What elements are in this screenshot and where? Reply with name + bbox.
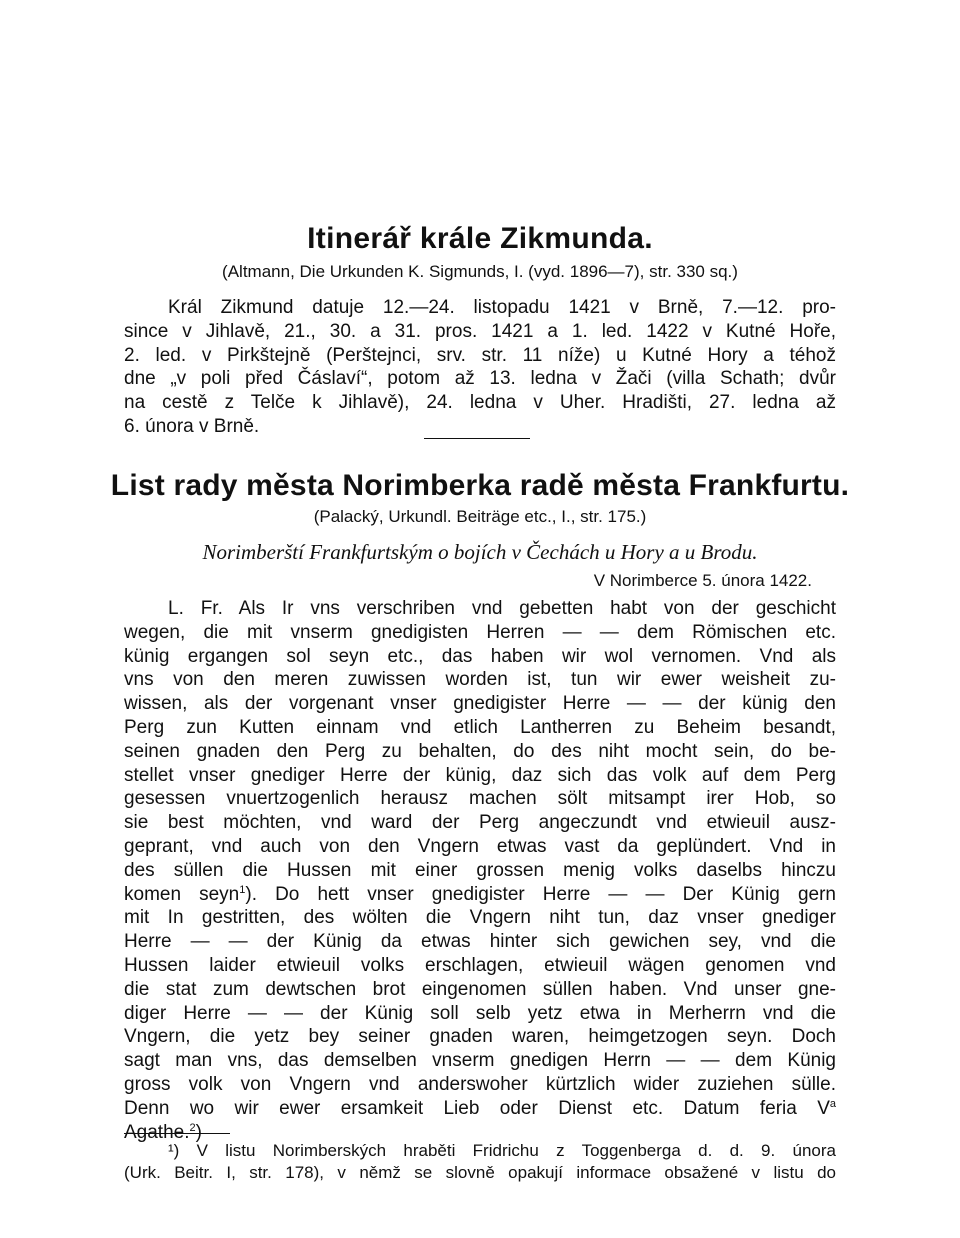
letter-dateline: V Norimberce 5. února 1422. — [593, 571, 812, 590]
text-line: gesessen vnuertzogenlich herausz machen sölt mitsampt irer Hob, so — [124, 788, 836, 810]
text-line: Herre — — der Künig da etwas hinter sich gewichen sey, vnd die — [124, 931, 836, 953]
text-line: seinen gnaden den Perg zu behalten, do des niht mocht sein, do be- — [124, 740, 836, 762]
text-line: wissen, als der vorgenant vnser gnedigister Herre — — der künig den — [124, 693, 836, 715]
text-line: stellet vnser gnediger Herre der künig, daz sich das volk auf dem Perg — [124, 764, 836, 786]
footnote-line — [124, 1140, 836, 1162]
footnote-marker: 2 — [189, 1121, 196, 1134]
text-fragment: ). Do hett vnser gnedigister Herre — — Der Künig gern — [245, 883, 836, 905]
text-line: künig ergangen sol seyn etc., das haben wir wol vernomen. Vnd als — [124, 645, 836, 667]
text-line: geprant, vnd auch von den Vngern etwas vast da geplündert. Vnd in — [124, 835, 836, 857]
text-line-with-superscript — [124, 1097, 836, 1121]
footnote-number: ¹) — [168, 1141, 180, 1160]
section-title-itinerary: Itinerář krále Zikmunda. — [307, 222, 653, 255]
itinerary-paragraph — [124, 296, 836, 439]
letter-paragraph — [124, 597, 836, 1144]
superscript-a: a — [829, 1097, 836, 1110]
footnote-line: (Urk. Beitr. I, str. 178), v němž se slovně opakují informace obsažené v listu do — [124, 1163, 836, 1182]
text-line: mit In gestritten, des wölten die Vngern niht tun, daz vnser gnediger — [124, 907, 836, 929]
text-line: 2. led. v Pirkštejně (Perštejnci, srv. str. 11 níže) u Kutné Hory a téhož — [124, 344, 836, 366]
footnote-separator-rule — [124, 1133, 230, 1134]
text-line: vns von den meren zuwissen worden ist, tun wir ewer weisheit zu- — [124, 669, 836, 691]
text-line: Král Zikmund datuje 12.—24. listopadu 1421 v Brně, 7.—12. pro- — [168, 297, 836, 318]
section-source-palacky: (Palacký, Urkundl. Beiträge etc., I., str. 175.) — [313, 507, 647, 526]
section-separator-rule — [424, 438, 530, 439]
text-line: sagt man vns, das demselben vnserm gnedigen Herrn — — dem Künig — [124, 1050, 836, 1072]
text-fragment: ) — [195, 1121, 202, 1143]
text-line: Hussen laider etwieuil volks erschlagen, etwieuil wägen genomen vnd — [124, 954, 836, 976]
text-line: Vngern, die yetz bey seiner gnaden waren, heimgetzogen seyn. Doch — [124, 1026, 836, 1048]
section-source-altmann: (Altmann, Die Urkunden K. Sigmunds, I. (vyd. 1896—7), str. 330 sq.) — [222, 262, 738, 281]
text-line: sie best möchten, vnd ward der Perg angeczundt vnd etwieuil ausz- — [124, 812, 836, 834]
text-fragment: Denn wo wir ewer ersamkeit Lieb oder Dienst etc. Datum feria V — [124, 1097, 830, 1119]
text-line: na cestě z Telče k Jihlavě), 24. ledna v Uher. Hradišti, 27. ledna až — [124, 392, 836, 414]
text-line: Perg zun Kutten einnam vnd etlich Lantherren zu Beheim besandt, — [124, 716, 836, 738]
text-fragment: V listu Norimberských hraběti Fridrichu z Toggenberga d. d. 9. února — [179, 1141, 836, 1160]
text-line: des süllen die Hussen mit einer grossen menig volks daselbs hinczu — [124, 859, 836, 881]
footnote — [124, 1140, 836, 1184]
text-line: since v Jihlavě, 21., 30. a 31. pros. 1421 a 1. led. 1422 v Kutné Hoře, — [124, 320, 836, 342]
letter-subtitle: Norimberští Frankfurtským o bojích v Čechách u Hory a u Brodu. — [202, 540, 758, 564]
footnote-marker: 1 — [239, 883, 246, 896]
text-line: dne „v poli před Čáslaví“, potom až 13. ledna v Žači (villa Schath; dvůr — [124, 368, 836, 390]
text-line: 6. února v Brně. — [124, 415, 260, 437]
text-fragment: komen seyn — [124, 883, 240, 905]
text-line: wegen, die mit vnserm gnedigisten Herren — — dem Römischen etc. — [124, 621, 836, 643]
text-line: die stat zum dewtschen brot eingenomen süllen haben. Vnd unser gne- — [124, 978, 836, 1000]
text-line-with-footnote — [124, 883, 836, 907]
section-title-letter: List rady města Norimberka radě města Frankfurtu. — [110, 469, 850, 502]
text-line: diger Herre — — der Künig soll selb yetz etwa in Merherrn vnd die — [124, 1002, 836, 1024]
text-fragment: Agathe. — [124, 1121, 190, 1143]
text-line: gross volk von Vngern vnd anderswoher kürtzlich wider zuziehen sülle. — [124, 1073, 836, 1095]
text-line: L. Fr. Als Ir vns verschriben vnd gebetten habt von der geschicht — [168, 598, 836, 619]
